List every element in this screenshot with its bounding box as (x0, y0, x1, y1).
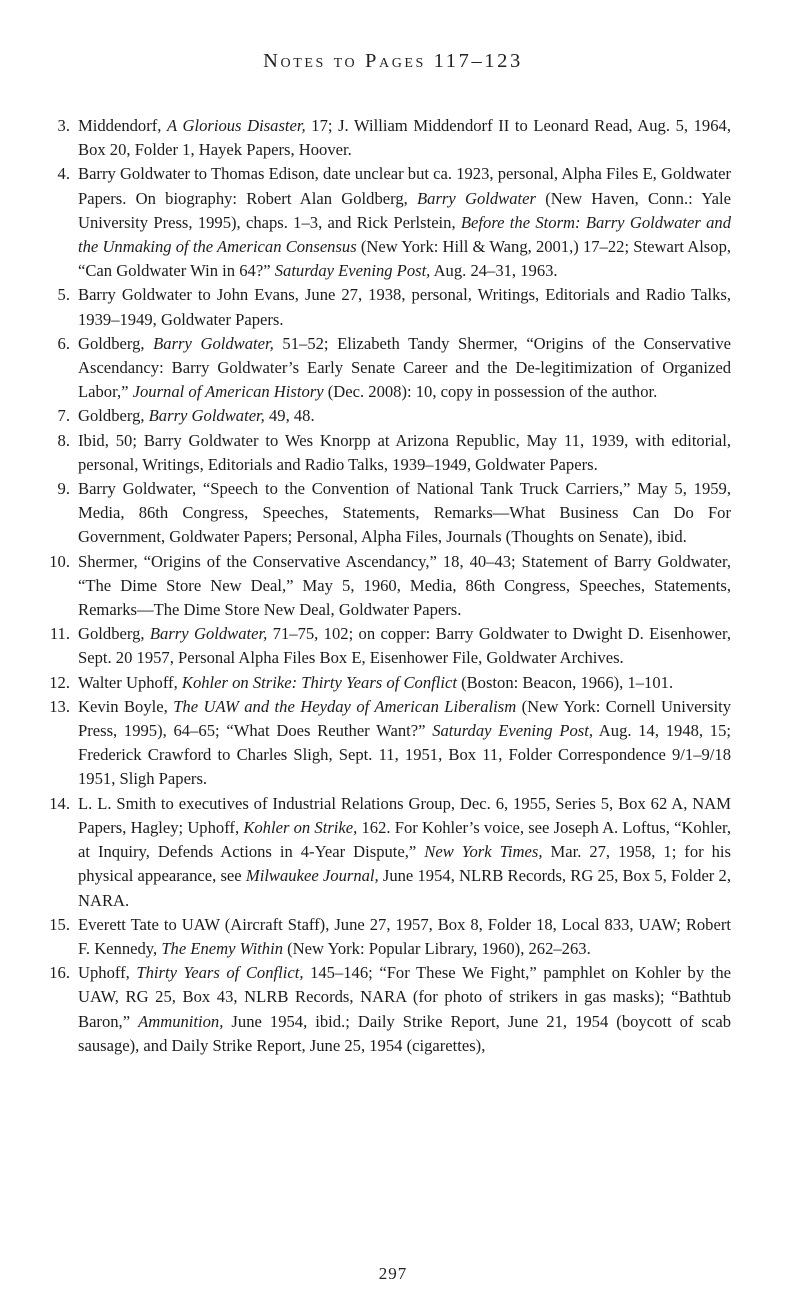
endnote-text: Kevin Boyle, The UAW and the Heyday of American Liberalism (New York: Cornell University Press, 1995), 64–65; “What Does Reuther Want?” Saturday Evening Post, Aug. 14, 1948, 15; Frederick Crawford to Charles Sligh, Sept. 11, 1951, Box 11, Folder Correspondence 9/1–9/18 1951, Sligh Papers. (78, 696, 731, 789)
endnote-text: Barry Goldwater to John Evans, June 27, 1938, personal, Writings, Editorials and Radio Talks, 1939–1949, Goldwater Papers. (78, 285, 731, 329)
endnote-text: Uphoff, Thirty Years of Conflict, 145–146; “For These We Fight,” pamphlet on Kohler by the UAW, RG 25, Box 43, NLRB Records, NARA (for photo of strikers in gas masks); “Bathtub Baron,” Ammunition, June 1954, ibid.; Daily Strike Report, June 21, 1954 (boycott of scab sausage), and Daily Strike Report, June 25, 1954 (cigarettes), (78, 963, 731, 1055)
endnote-number: 6. (57, 333, 70, 353)
endnote-number: 7. (57, 406, 70, 426)
endnote (0, 429, 786, 477)
endnote (0, 792, 786, 913)
endnote-text: Goldberg, Barry Goldwater, 71–75, 102; on copper: Barry Goldwater to Dwight D. Eisenhower, Sept. 20 1957, Personal Alpha Files Box E, Eisenhower File, Goldwater Archives. (78, 624, 732, 668)
endnote-text: Barry Goldwater to Thomas Edison, date unclear but ca. 1923, personal, Alpha Files E, Goldwater Papers. On biography: Robert Alan Goldberg, Barry Goldwater (New Haven, Conn.: Yale University Press, 1995), chaps. 1–3, and Rick Perlstein, Before the Storm: Barry Goldwater and the Unmaking of the American Consensus (New York: Hill & Wang, 2001,) 17–22; Stewart Alsop, “Can Goldwater Win in 64?” Saturday Evening Post, Aug. 24–31, 1963. (78, 164, 732, 281)
endnote (0, 477, 786, 550)
endnote-text: Ibid, 50; Barry Goldwater to Wes Knorpp at Arizona Republic, May 11, 1939, with editorial, personal, Writings, Editorials and Radio Talks, 1939–1949, Goldwater Papers. (78, 430, 731, 474)
endnote-number: 9. (57, 479, 70, 499)
endnote (0, 695, 786, 792)
endnote-text: Everett Tate to UAW (Aircraft Staff), June 27, 1957, Box 8, Folder 18, Local 833, UAW; Robert F. Kennedy, The Enemy Within (New York: Popular Library, 1960), 262–263. (78, 914, 731, 958)
endnote (0, 283, 786, 331)
endnote (0, 961, 786, 1058)
endnote-number: 8. (57, 430, 70, 450)
endnote-number: 16. (49, 963, 70, 983)
endnote-number: 15. (49, 914, 70, 934)
endnote (0, 114, 786, 162)
endnote (0, 332, 786, 405)
endnote (0, 404, 786, 428)
endnote-text: Shermer, “Origins of the Conservative Ascendancy,” 18, 40–43; Statement of Barry Goldwater, “The Dime Store New Deal,” May 5, 1960, Media, 86th Congress, Speeches, Statements, Remarks—The Dime Store New Deal, Goldwater Papers. (78, 551, 731, 620)
endnote-text: L. L. Smith to executives of Industrial Relations Group, Dec. 6, 1955, Series 5, Box 62 A, NAM Papers, Hagley; Uphoff, Kohler on Strike, 162. For Kohler’s voice, see Joseph A. Loftus, “Kohler, at Inquiry, Defends Actions in 4-Year Dispute,” New York Times, Mar. 27, 1958, 1; for his physical appearance, see Milwaukee Journal, June 1954, NLRB Records, RG 25, Box 5, Folder 2, NARA. (78, 793, 732, 910)
endnote-number: 10. (49, 551, 70, 571)
running-head: Notes to Pages 117–123 (263, 50, 523, 72)
endnote-text: Goldberg, Barry Goldwater, 49, 48. (78, 406, 315, 426)
endnote (0, 913, 786, 961)
endnote-number: 11. (49, 624, 70, 644)
endnote-number: 12. (49, 672, 70, 692)
endnote-text: Barry Goldwater, “Speech to the Convention of National Tank Truck Carriers,” May 5, 1959, Media, 86th Congress, Speeches, Statements, Remarks—What Business Can Do For Government, Goldwater Papers; Personal, Alpha Files, Journals (Thoughts on Senate), ibid. (78, 479, 731, 547)
endnote-number: 4. (57, 164, 70, 184)
page-number: 297 (378, 1264, 408, 1283)
endnote-number: 13. (49, 696, 70, 716)
endnote (0, 671, 786, 695)
endnote-text: Middendorf, A Glorious Disaster, 17; J. William Middendorf II to Leonard Read, Aug. 5, 1964, Box 20, Folder 1, Hayek Papers, Hoover. (78, 116, 731, 160)
endnote-number: 3. (57, 116, 70, 135)
endnote (0, 622, 786, 670)
endnote-text: Walter Uphoff, Kohler on Strike: Thirty Years of Conflict (Boston: Beacon, 1966), 1–101. (78, 672, 674, 692)
endnote-number: 5. (57, 285, 70, 305)
endnote-text: Goldberg, Barry Goldwater, 51–52; Elizabeth Tandy Shermer, “Origins of the Conservative Ascendancy: Barry Goldwater’s Early Senate Career and the De-legitimization of Organized Labor,” Journal of American History (Dec. 2008): 10, copy in possession of the author. (78, 333, 731, 402)
endnote (0, 550, 786, 623)
endnote (0, 162, 786, 283)
notes-list (0, 114, 786, 1058)
endnote-number: 14. (49, 793, 70, 813)
